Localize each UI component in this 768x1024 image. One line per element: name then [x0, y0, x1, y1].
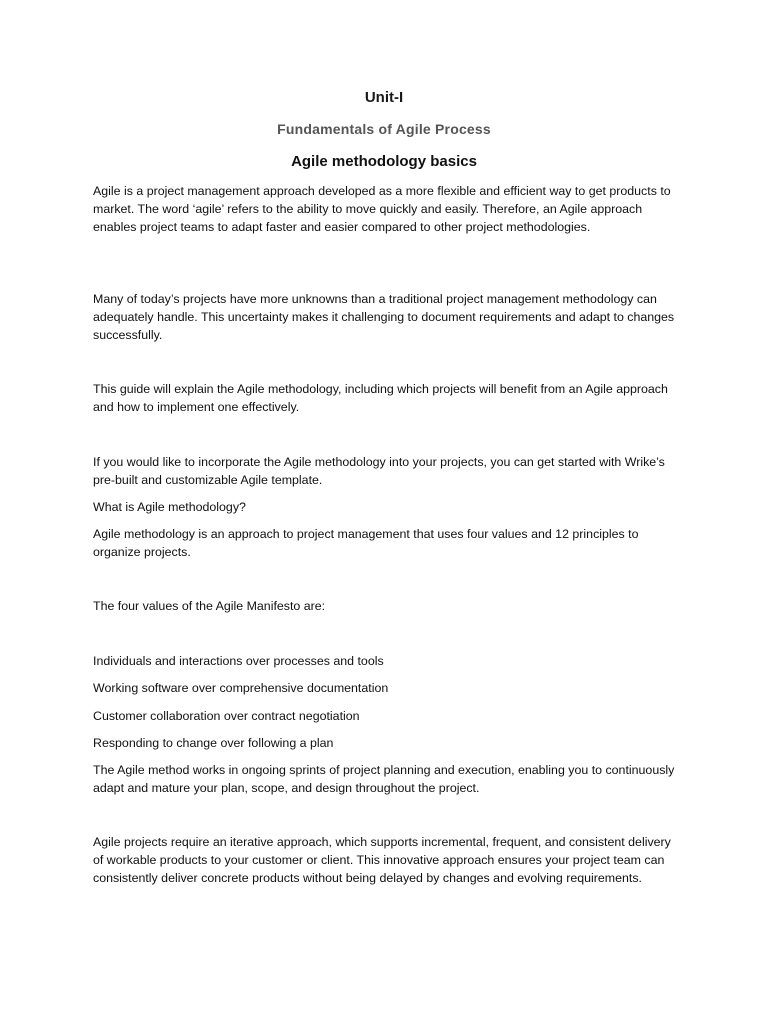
section-title: Agile methodology basics [291, 153, 477, 170]
paragraph-agile-intro: Agile is a project management approach developed as a more flexible and efficient way to get products to market. The word ‘agile’ refers to the ability to move quickly and easily. Therefore, an Agile approach enables project teams to adapt faster and easier compared to other project methodologies. [93, 184, 671, 234]
paragraph-unknowns: Many of today’s projects have more unknowns than a traditional project management methodology can adequately handle. This uncertainty makes it challenging to document requirements and adapt to changes successfully. [93, 292, 675, 342]
paragraph-four-values: The four values of the Agile Manifesto are: [93, 599, 326, 613]
document-subtitle: Fundamentals of Agile Process [277, 121, 491, 137]
list-item-value-3: Customer collaboration over contract negotiation [93, 709, 360, 723]
unit-title: Unit-I [364, 89, 404, 106]
paragraph-definition: Agile methodology is an approach to project management that uses four values and 12 principles to organize projects. [93, 527, 639, 559]
list-item-value-1: Individuals and interactions over processes and tools [93, 654, 384, 668]
list-item-value-4: Responding to change over following a plan [93, 736, 334, 750]
list-item-value-2: Working software over comprehensive documentation [93, 681, 389, 695]
paragraph-question: What is Agile methodology? [93, 500, 246, 514]
paragraph-guide: This guide will explain the Agile methodology, including which projects will benefit from an Agile approach and how to implement one effectively. [93, 382, 668, 414]
paragraph-sprints: The Agile method works in ongoing sprints of project planning and execution, enabling you to continuously adapt and mature your plan, scope, and design throughout the project. [93, 763, 675, 795]
paragraph-iterative: Agile projects require an iterative approach, which supports incremental, frequent, and consistent delivery of workable products to your customer or client. This innovative approach ensures your project team can consistently deliver concrete products without being delayed by changes and evolving requirements. [93, 835, 671, 885]
paragraph-template: If you would like to incorporate the Agile methodology into your projects, you can get started with Wrike’s pre-built and customizable Agile template. [93, 455, 665, 487]
